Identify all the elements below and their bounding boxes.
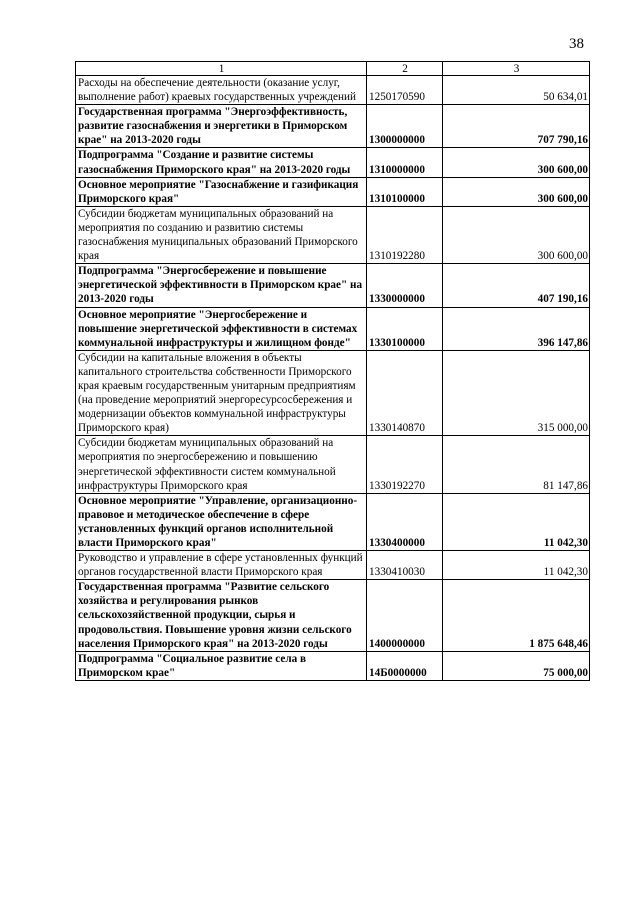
- table-row: [76, 206, 590, 263]
- row-code: 1330000000: [367, 264, 443, 307]
- table-row: [76, 307, 590, 350]
- row-code: 1310000000: [367, 148, 443, 177]
- row-code: 14Б0000000: [367, 651, 443, 680]
- row-amount: 707 790,16: [443, 105, 590, 148]
- row-code: 1250170590: [367, 76, 443, 105]
- row-name: Субсидии на капитальные вложения в объекты капитального строительства собственности Приморского края краевым государственным унитарным предприятиям (на проведение мероприятий энергоресурсосбережения и модернизации объектов коммунальной инфраструктуры Приморского края): [76, 350, 367, 436]
- table-row: [76, 580, 590, 651]
- row-name: Расходы на обеспечение деятельности (оказание услуг, выполнение работ) краевых государственных учреждений: [76, 76, 367, 105]
- row-code: 1330400000: [367, 493, 443, 550]
- row-amount: 396 147,86: [443, 307, 590, 350]
- table-row: [76, 551, 590, 580]
- row-code: 1330410030: [367, 551, 443, 580]
- table-row: [76, 436, 590, 493]
- table-row: [76, 105, 590, 148]
- header-cell-code: 2: [367, 62, 443, 76]
- row-code: 1330192270: [367, 436, 443, 493]
- table-row: [76, 493, 590, 550]
- row-name: Основное мероприятие "Газоснабжение и газификация Приморского края": [76, 177, 367, 206]
- row-code: 1300000000: [367, 105, 443, 148]
- table-row: [76, 177, 590, 206]
- table-row: [76, 264, 590, 307]
- row-amount: 315 000,00: [443, 350, 590, 436]
- row-amount: 300 600,00: [443, 206, 590, 263]
- row-amount: 81 147,86: [443, 436, 590, 493]
- page-number: 38: [569, 36, 584, 52]
- row-name: Руководство и управление в сфере установленных функций органов государственной власти Приморского края: [76, 551, 367, 580]
- row-amount: 300 600,00: [443, 177, 590, 206]
- row-code: 1330140870: [367, 350, 443, 436]
- row-name: Подпрограмма "Энергосбережение и повышение энергетической эффективности в Приморском крае" на 2013-2020 годы: [76, 264, 367, 307]
- row-code: 1310192280: [367, 206, 443, 263]
- header-row: [76, 62, 590, 76]
- row-name: Основное мероприятие "Энергосбережение и повышение энергетической эффективности в системах коммунальной инфраструктуры и жилищном фонде": [76, 307, 367, 350]
- row-name: Основное мероприятие "Управление, организационно-правовое и методическое обеспечение в сфере установленных функций органов исполнительной власти Приморского края": [76, 493, 367, 550]
- row-amount: 50 634,01: [443, 76, 590, 105]
- row-name: Государственная программа "Развитие сельского хозяйства и регулирования рынков сельскохозяйственной продукции, сырья и продовольствия. Повышение уровня жизни сельского населения Приморского края" на 2013-2020 годы: [76, 580, 367, 651]
- table-row: [76, 350, 590, 436]
- row-name: Субсидии бюджетам муниципальных образований на мероприятия по энергосбережению и повышению энергетической эффективности систем коммунальной инфраструктуры Приморского края: [76, 436, 367, 493]
- row-name: Субсидии бюджетам муниципальных образований на мероприятия по созданию и развитию системы газоснабжения муниципальных образований Приморского края: [76, 206, 367, 263]
- table-row: [76, 148, 590, 177]
- row-name: Подпрограмма "Создание и развитие системы газоснабжения Приморского края" на 2013-2020 годы: [76, 148, 367, 177]
- row-code: 1310100000: [367, 177, 443, 206]
- budget-table: [75, 61, 590, 681]
- row-name: Подпрограмма "Социальное развитие села в Приморском крае": [76, 651, 367, 680]
- row-amount: 300 600,00: [443, 148, 590, 177]
- row-name: Государственная программа "Энергоэффективность, развитие газоснабжения и энергетики в Приморском крае" на 2013-2020 годы: [76, 105, 367, 148]
- header-cell-name: 1: [76, 62, 367, 76]
- header-cell-amount: 3: [443, 62, 590, 76]
- row-amount: 407 190,16: [443, 264, 590, 307]
- row-amount: 11 042,30: [443, 551, 590, 580]
- row-code: 1400000000: [367, 580, 443, 651]
- row-amount: 1 875 648,46: [443, 580, 590, 651]
- table-row: [76, 76, 590, 105]
- row-amount: 75 000,00: [443, 651, 590, 680]
- table-row: [76, 651, 590, 680]
- row-code: 1330100000: [367, 307, 443, 350]
- row-amount: 11 042,30: [443, 493, 590, 550]
